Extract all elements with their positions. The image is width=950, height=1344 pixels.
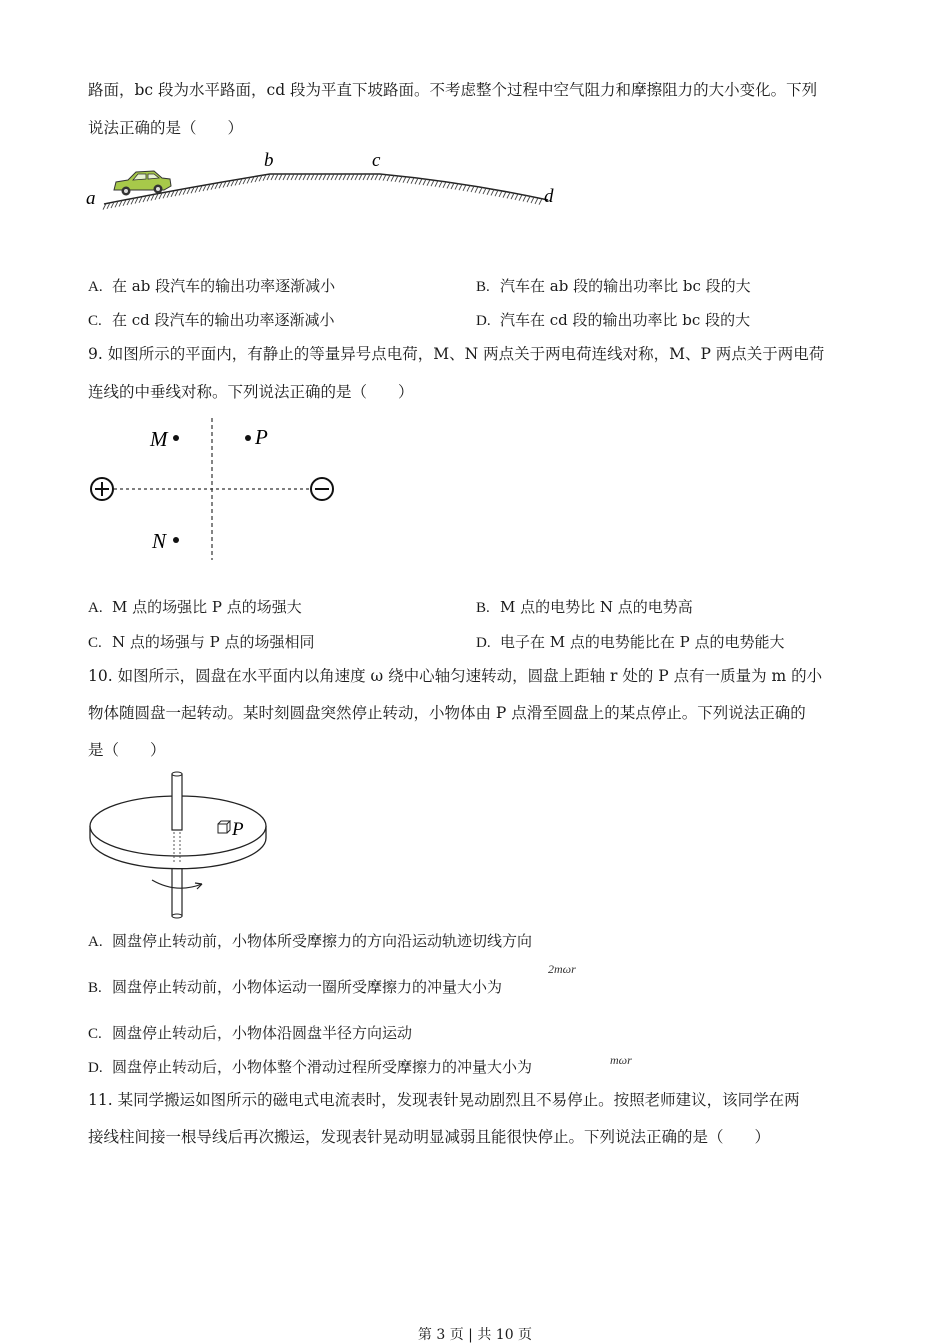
positive-charge-icon	[91, 478, 113, 500]
label-d: d	[544, 186, 554, 207]
q11-stem-line2: 接线柱间接一根导线后再次搬运，发现表针晃动明显减弱且能很快停止。下列说法正确的是（ ）	[88, 1128, 771, 1146]
q8-stem-line2: 说法正确的是（ ）	[88, 119, 244, 137]
q11-stem-line1: 11. 某同学搬运如图所示的磁电式电流表时，发现表针晃动剧烈且不易停止。按照老师建议，该同学在两	[88, 1091, 800, 1109]
car-icon	[114, 171, 171, 196]
q10-disk-figure	[86, 770, 276, 922]
q9-option-a[interactable]: A. M 点的场强比 P 点的场强大	[88, 598, 302, 616]
q8-option-a[interactable]: A. 在 ab 段汽车的输出功率逐渐减小	[88, 277, 336, 295]
q10-option-b-formula: 2mωr	[548, 962, 576, 976]
label-a: a	[86, 188, 96, 209]
label-n: N	[152, 529, 167, 553]
q9-option-d[interactable]: D. 电子在 M 点的电势能比在 P 点的电势能大	[476, 633, 785, 651]
q8-road-figure	[84, 148, 574, 214]
q10-stem-line2: 物体随圆盘一起转动。某时刻圆盘突然停止转动，小物体由 P 点滑至圆盘上的某点停止。下列说法正确的	[88, 704, 806, 722]
q9-stem-line1: 9. 如图所示的平面内，有静止的等量异号点电荷，M、N 两点关于两电荷连线对称，M、P 两点关于两电荷	[88, 345, 825, 363]
q10-option-c[interactable]: C. 圆盘停止转动后，小物体沿圆盘半径方向运动	[88, 1024, 413, 1042]
q8-option-d[interactable]: D. 汽车在 cd 段的输出功率比 bc 段的大	[476, 311, 751, 329]
q9-option-b[interactable]: B. M 点的电势比 N 点的电势高	[476, 598, 693, 616]
label-p-disk: P	[232, 819, 244, 840]
q9-option-c[interactable]: C. N 点的场强与 P 点的场强相同	[88, 633, 315, 651]
q9-stem-line2: 连线的中垂线对称。下列说法正确的是（ ）	[88, 383, 414, 401]
negative-charge-icon	[311, 478, 333, 500]
q10-option-a[interactable]: A. 圆盘停止转动前，小物体所受摩擦力的方向沿运动轨迹切线方向	[88, 932, 533, 950]
q10-stem-line1: 10. 如图所示，圆盘在水平面内以角速度 ω 绕中心轴匀速转动，圆盘上距轴 r 处的 P 点有一质量为 m 的小	[88, 667, 823, 685]
q10-option-b[interactable]: B. 圆盘停止转动前，小物体运动一圈所受摩擦力的冲量大小为	[88, 978, 503, 996]
q10-option-d[interactable]: D. 圆盘停止转动后，小物体整个滑动过程所受摩擦力的冲量大小为	[88, 1058, 533, 1076]
q8-option-c[interactable]: C. 在 cd 段汽车的输出功率逐渐减小	[88, 311, 335, 329]
label-m: M	[150, 427, 168, 451]
q10-stem-line3: 是（ ）	[88, 741, 166, 759]
page-footer: 第 3 页 | 共 10 页	[417, 1327, 533, 1343]
q8-stem-line1: 路面，bc 段为水平路面，cd 段为平直下坡路面。不考虑整个过程中空气阻力和摩擦阻力的大小变化。下列	[88, 81, 818, 99]
label-c: c	[372, 150, 381, 171]
label-b: b	[264, 150, 274, 171]
label-p: P	[255, 425, 268, 449]
q9-charge-figure	[84, 414, 354, 564]
q8-option-b[interactable]: B. 汽车在 ab 段的输出功率比 bc 段的大	[476, 277, 751, 295]
q10-option-d-formula: mωr	[610, 1053, 632, 1067]
